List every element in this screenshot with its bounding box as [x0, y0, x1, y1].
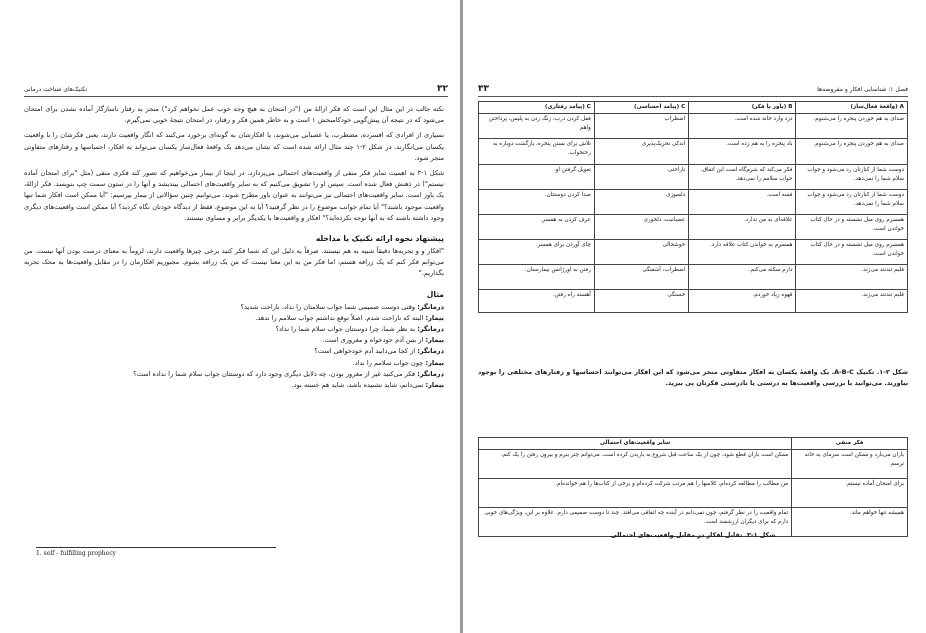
table-cell: من مطالب را مطالعه کرده‌ام، کلاسها را هم مرتب شرکت کرده‌ام و برخی از کتاب‌ها را هم خوانده‌ام.	[479, 479, 792, 508]
table-cell: ممکن است باران قطع شود، چون از یک ساعت قبل شروع به باریدن کرده است. می‌توانم چتر ببرم و بیرون رفتن را یک کنم.	[479, 450, 792, 479]
table-cell: قلبم تندتند می‌زند.	[796, 290, 908, 313]
paragraph: نکته جالب در این مثال این است که فکر ازالهٔ من ("در امتحان به هیچ وجه خوب عمل نخواهم کرد") منجر به رفتار ناسازگار آماده نشدن برای امتحان می‌شود که در نتیجه آن پیش‌گویی خودکامبخش ۱ است و به خاطر همین فکر و رفتار، در امتحان نتیجهٔ خوبی نمی‌گیرم.	[24, 105, 444, 125]
facts-table-container	[478, 437, 908, 537]
table-cell: باد پنجره را به هم زده است.	[689, 139, 796, 165]
dialog-line	[24, 369, 444, 380]
left-body	[24, 104, 444, 391]
dialog-line	[24, 358, 444, 369]
dialog-speaker: درمانگر:	[417, 369, 444, 378]
table-cell: خستگی	[594, 290, 688, 313]
column-header: فکر منفی	[792, 438, 908, 450]
table-cell: رفتن به اورژانس بیمارستان.	[479, 265, 595, 290]
footnote: 1. self - fulfilling prophecy	[36, 550, 116, 557]
table-cell: اضطراب	[594, 114, 688, 139]
column-header: C (پیامد احساسی)	[594, 102, 688, 114]
dialog-speaker: بیمار:	[425, 313, 444, 322]
left-page-number: ۳۲	[437, 84, 448, 94]
table-cell: تعویل گرفتن او.	[479, 165, 595, 190]
dialog-text: البته که ناراحت شدم. اصلاً توقع نداشتم جواب سلامم را ندهد.	[255, 313, 424, 322]
table-cell: قفل کردن درب، زنگ زدن به پلیس، پرداختن واهم	[479, 114, 595, 139]
dialog-text: چون جواب سلامم را نداد.	[352, 358, 424, 367]
dialog-line	[24, 302, 444, 313]
table-row	[479, 479, 908, 508]
table-cell: باران می‌بارد و ممکن است سرمای به خانه ترسم.	[792, 450, 908, 479]
table-cell: دلسوزی	[594, 190, 688, 215]
dialog-speaker: درمانگر:	[417, 347, 444, 356]
table-row	[479, 165, 908, 190]
table-cell: همسرم به خواندن کتاب علاقه دارد.	[689, 240, 796, 265]
table-cell: دارم سکته می‌کنم.	[689, 265, 796, 290]
table-row	[479, 114, 908, 139]
right-page-number: ۳۳	[478, 84, 489, 94]
table-row	[479, 265, 908, 290]
dialog-text: فکر می‌کنید غیر از مغرور بودن، چه دلایل دیگری وجود دارد که دوستتان جواب سلام شما را نداده است؟	[133, 369, 416, 378]
left-running-title: تکنیک‌های شناخت درمانی	[24, 86, 88, 93]
dialog-speaker: درمانگر:	[417, 302, 444, 311]
dialog-speaker: بیمار:	[425, 336, 444, 345]
table-cell: همیشه تنها خواهم ماند.	[792, 508, 908, 537]
table-header-row	[479, 438, 908, 450]
table-cell: عصبانیت، دلخوری	[594, 215, 688, 240]
dialog-line	[24, 313, 444, 324]
table-cell: فسه است.	[689, 190, 796, 215]
table-cell: آهسته راه رفتن.	[479, 290, 595, 313]
dialog-text: نمی‌دانم، شاید نشنیده باشد، شاید هم خسته بود.	[291, 381, 424, 390]
table-row	[479, 450, 908, 479]
footnote-rule	[36, 547, 276, 548]
table-cell: خوشحالی	[594, 240, 688, 265]
facts-table	[478, 437, 908, 537]
table-cell: ناراحتی	[594, 165, 688, 190]
dialog-line	[24, 380, 444, 391]
dialog-text: وقتی دوست صمیمی شما جواب سلامتان را نداد، ناراحت شدید؟	[240, 302, 416, 311]
dialog-speaker: بیمار:	[425, 358, 444, 367]
table-cell: تمام واقعیت را در نظر گرفتم، چون نمی‌دانم در آینده چه اتفاقی می‌افتد. چند تا دوست صمیمی دارم. علاوه بر این، ویژگی‌های خوبی دارم که برای دیگران ارزشمند است.	[479, 508, 792, 537]
dialog-text: به نظر شما، چرا دوستتان جواب سلام شما را نداد؟	[275, 325, 416, 334]
column-header: B (باور یا فکر)	[689, 102, 796, 114]
table-cell: صدا کردن دوستتان.	[479, 190, 595, 215]
table-row	[479, 139, 908, 165]
table-cell: قلبم تندتند می‌زند.	[796, 265, 908, 290]
table-header-row	[479, 102, 908, 114]
figure-caption-1: شکل ۲-۱. تکنیک A-B-C. یک واقعهٔ یکسان به افکار متفاوتی منجر می‌شود که این افکار می‌توانند احساسها و رفتارهای مختلفی را بوجود بیاورند. می‌توانید با بررسی واقعیت‌ها به درستی یا نادرستی فکرتان پی ببرید.	[478, 368, 908, 387]
right-running-title: فصل ۱: شناسایی افکار و مفروضه‌ها	[817, 86, 908, 93]
paragraph: شکل ۱-۳ به اهمیت تمایز فکر منفی از واقعیت‌های احتمالی می‌پردازد. در اینجا از بیمار می‌خواهیم که تصور کند فکری منفی (مثل "برای امتحان آماده نیستم") در ذهنش فعال شده است. سپس او را تشویق می‌کنیم که به سایر واقعیت‌های احتمالی بیندیشد و آنها را در ستون سمت چپ بنویسد. فکر ازالهٔ، یک باور است. سایر واقعیت‌های احتمالی نیز می‌توانند به عنوان باور مطرح شوند. می‌توانیم چنین سؤالاتی از بیمار بپرسیم: "آیا ممکن است افکار شما تنها واقعیت موجود باشند؟" آیا تمام جوانب موضوع را در نظر گرفتید؟ آیا به این موضوع، فقط از دیدگاه خودتان نگاه کردید؟ آیا ممکن است واقعیت‌های دیگری وجود داشته باشند که به آنها توجه نکرده‌اید؟" افکار و واقعیت‌ها با یکدیگر برابر و مساوی نیستند.	[24, 169, 444, 222]
example-heading: مثال	[426, 289, 444, 299]
table-cell: دوست شما از کنارتان رد می‌شود و جواب سلام شما را نمی‌دهد.	[796, 190, 908, 215]
left-running-head	[24, 84, 448, 97]
table-cell: عرف کردن به همسر.	[479, 215, 595, 240]
page-gutter	[460, 0, 463, 633]
table-row	[479, 215, 908, 240]
table-cell: صدای به هم خوردن پنجره را می‌شنوم.	[796, 139, 908, 165]
table-cell: چای آوردن برای همسر.	[479, 240, 595, 265]
column-header: A (واقعهٔ فعال‌ساز)	[796, 102, 908, 114]
abc-table-container	[478, 101, 908, 313]
dialog-text: از بس آدم خودخواه و مغروری است.	[322, 336, 424, 345]
section-text: "افکار و و تجربه‌ها دقیقاً شبیه به هم نیستند. صرفاً به دلیل این که شما فکر کنید برخی چیزها واقعیت دارند، لزوماً به معنای درست بودن آنها نیست. من می‌توانم فکر کنم که یک زرافه هستم، اما فکر من به این معنا نیست که من یک زرافه بشوم. مجبوریم افکارمان را در مقابل واقعیت‌ها به محک تجربه بگذاریم."	[24, 247, 444, 278]
table-cell: صدای به هم خوردن پنجره را می‌شنوم.	[796, 114, 908, 139]
table-cell: علاقه‌ای به من ندارد.	[689, 215, 796, 240]
paragraph: بسیاری از افرادی که افسرده، مضطرب، یا عصبانی می‌شوند، یا افکارشان به گونه‌ای برخورد می‌کنند که انگار واقعیت دارند، یعنی فکرشان را با واقعیت یکسان می‌انگارند. در شکل ۲-۱ چند مثال ارائه شده است که نشان می‌دهد یک واقعهٔ فعال‌ساز یکسان می‌تواند به افکار، احساسها و رفتارهای متفاوتی منجر شود.	[24, 131, 444, 162]
table-cell: فکر می‌کند که شرم‌گاه است این اتفاق، جواب سلامم را نمی‌دهد.	[689, 165, 796, 190]
left-page	[24, 0, 448, 633]
right-running-head	[478, 84, 908, 97]
dialog-text: از کجا می‌دانید آدم خودخواهی است؟	[314, 347, 416, 356]
figure-caption-2: شکل ۱-۳. تقابل افکار در مقابل واقعیت‌های احتمالی	[610, 531, 776, 539]
abc-table	[478, 101, 908, 313]
table-row	[479, 190, 908, 215]
table-cell: همسرم روی مبل نشسته و در حال کتاب خواندن است.	[796, 240, 908, 265]
dialog-line	[24, 324, 444, 335]
section-heading: پیشنهاد نحوه ارائه تکنیک یا مداخله	[315, 234, 444, 244]
table-cell: برای امتحان آماده نیستم.	[792, 479, 908, 508]
dialog-line	[24, 346, 444, 357]
dialog	[24, 302, 444, 392]
table-row	[479, 240, 908, 265]
right-page	[478, 0, 908, 633]
table-cell: قهوه زیاد خوردم.	[689, 290, 796, 313]
table-cell: همسرم روی مبل نشسته و در حال کتاب خواندن است.	[796, 215, 908, 240]
table-cell: دوست شما از کنارتان رد می‌شود و جواب سلام شما را نمی‌دهد.	[796, 165, 908, 190]
dialog-speaker: بیمار:	[425, 381, 444, 390]
table-row	[479, 290, 908, 313]
column-header: C (پیامد رفتاری)	[479, 102, 595, 114]
table-cell: اضطراب، آشفتگی	[594, 265, 688, 290]
dialog-line	[24, 335, 444, 346]
table-cell: تلاش برای بستن پنجره، بازگشت دوباره به رختخواب.	[479, 139, 595, 165]
column-header: سایر واقعیت‌های احتمالی	[479, 438, 792, 450]
table-cell: اندکی تحریک‌پذیری	[594, 139, 688, 165]
table-cell: دزد وارد خانه شده است.	[689, 114, 796, 139]
dialog-speaker: درمانگر:	[417, 325, 444, 334]
